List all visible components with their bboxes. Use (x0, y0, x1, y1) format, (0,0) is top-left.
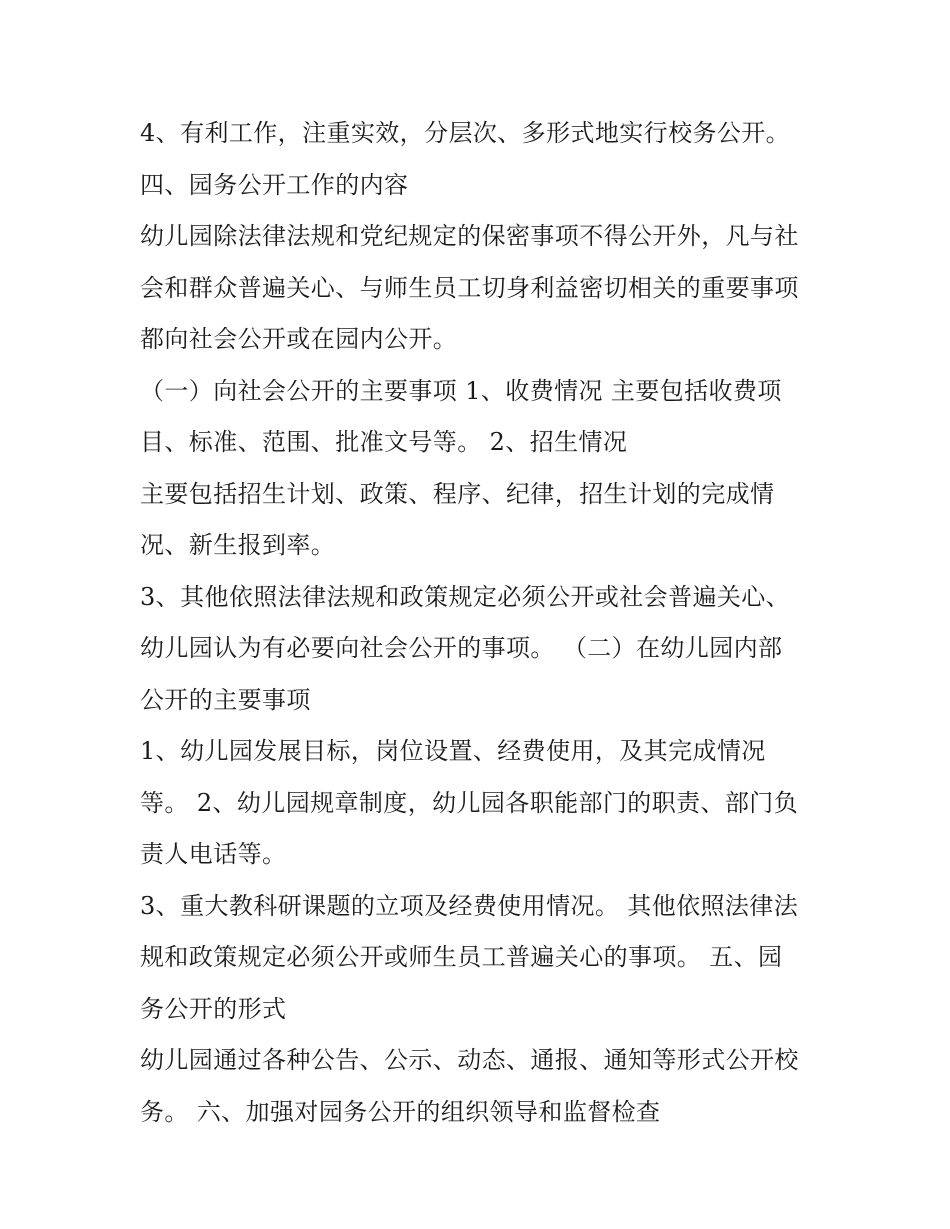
text-line: 4、有利工作，注重实效，分层次、多形式地实行校务公开。 (140, 119, 791, 147)
text-line: 幼儿园认为有必要向社会公开的事项。 （二）在幼儿园内部 (140, 634, 783, 662)
text-line: 3、重大教科研课题的立项及经费使用情况。 其他依照法律法 (140, 891, 799, 920)
text-line: 幼儿园除法律法规和党纪规定的保密事项不得公开外，凡与社 (140, 222, 799, 250)
text-line: 务。 六、加强对园务公开的组织领导和监督检查 (140, 1097, 661, 1126)
text-line: 况、新生报到率。 (140, 531, 336, 559)
text-line: 等。 2、幼儿园规章制度，幼儿园各职能部门的职责、部门负 (140, 788, 799, 817)
document-body (140, 108, 830, 1138)
text-line: 主要包括招生计划、政策、程序、纪律，招生计划的完成情 (140, 479, 775, 508)
section-heading: 四、园务公开工作的内容 (140, 170, 409, 199)
text-line: 目、标准、范围、批准文号等。 2、招生情况 (140, 428, 628, 456)
text-line: 务公开的形式 (140, 994, 287, 1023)
text-line: 都向社会公开或在园内公开。 (140, 325, 458, 353)
text-line: 公开的主要事项 (140, 685, 311, 714)
text-line: 幼儿园通过各种公告、公示、动态、通报、通知等形式公开校 (140, 1046, 799, 1074)
text-line: 责人电话等。 (140, 840, 287, 868)
text-line: （一）向社会公开的主要事项 1、收费情况 主要包括收费项 (140, 376, 782, 405)
text-line: 1、幼儿园发展目标，岗位设置、经费使用，及其完成情况 (140, 737, 766, 765)
text-line: 3、其他依照法律法规和政策规定必须公开或社会普遍关心、 (140, 582, 791, 611)
text-line: 会和群众普遍关心、与师生员工切身利益密切相关的重要事项 (140, 273, 799, 302)
text-line: 规和政策规定必须公开或师生员工普遍关心的事项。 五、园 (140, 943, 783, 971)
